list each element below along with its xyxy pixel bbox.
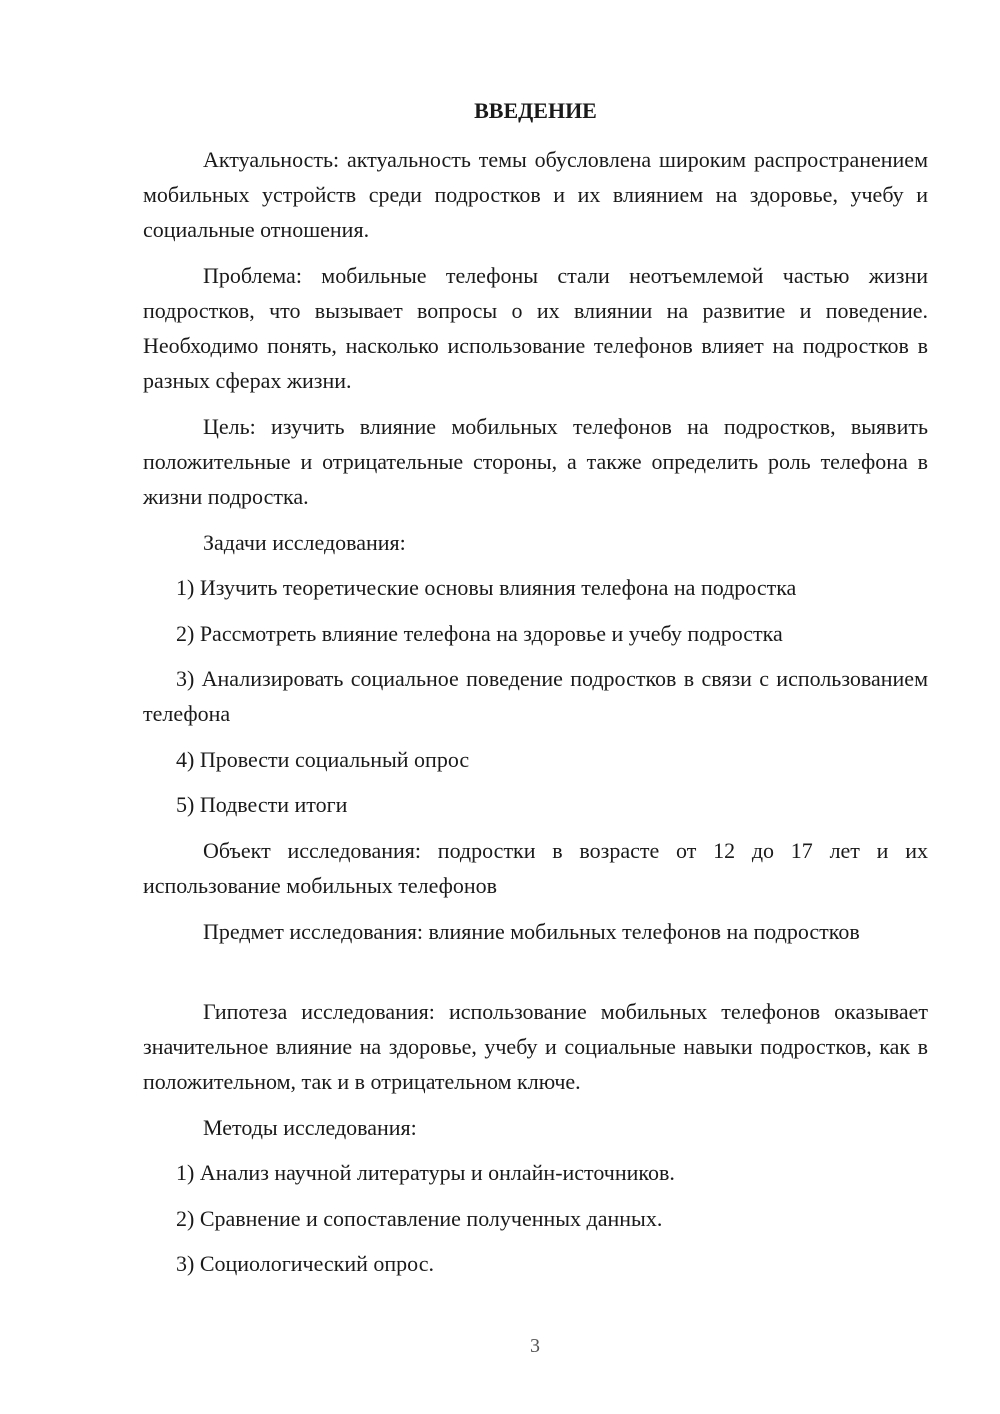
task-item-2: 2) Рассмотреть влияние телефона на здоровье и учебу подростка: [176, 621, 783, 646]
paragraph-subject: Предмет исследования: влияние мобильных телефонов на подростков: [203, 919, 860, 944]
paragraph-problem: Проблема: мобильные телефоны стали неотъемлемой частью жизни подростков, что вызывает вопросы о их влиянии на развитие и поведение. Необходимо понять, насколько использование телефонов влияет на подростков в разных сферах жизни.: [143, 263, 928, 393]
task-item-1: 1) Изучить теоретические основы влияния телефона на подростка: [176, 575, 797, 600]
paragraph-hypothesis: Гипотеза исследования: использование мобильных телефонов оказывает значительное влияние на здоровье, учебу и социальные навыки подростков, как в положительном, так и в отрицательном ключе.: [143, 999, 928, 1094]
paragraph-goal: Цель: изучить влияние мобильных телефонов на подростков, выявить положительные и отрицательные стороны, а также определить роль телефона в жизни подростка.: [143, 414, 928, 509]
page-title: ВВЕДЕНИЕ: [474, 98, 597, 123]
task-item-5: 5) Подвести итоги: [176, 792, 348, 817]
paragraph-object: Объект исследования: подростки в возрасте от 12 до 17 лет и их использование мобильных телефонов: [143, 838, 928, 898]
method-item-3: 3) Социологический опрос.: [176, 1251, 434, 1276]
page-number: 3: [530, 1335, 540, 1357]
tasks-title: Задачи исследования:: [203, 530, 406, 555]
method-item-2: 2) Сравнение и сопоставление полученных данных.: [176, 1206, 663, 1231]
method-item-1: 1) Анализ научной литературы и онлайн-источников.: [176, 1160, 675, 1185]
paragraph-relevance: Актуальность: актуальность темы обусловлена широким распространением мобильных устройств среди подростков и их влиянием на здоровье, учебу и социальные отношения.: [143, 147, 928, 242]
methods-title: Методы исследования:: [203, 1115, 417, 1140]
task-item-3: 3) Анализировать социальное поведение подростков в связи с использованием телефона: [143, 666, 928, 726]
task-item-4: 4) Провести социальный опрос: [176, 747, 470, 772]
